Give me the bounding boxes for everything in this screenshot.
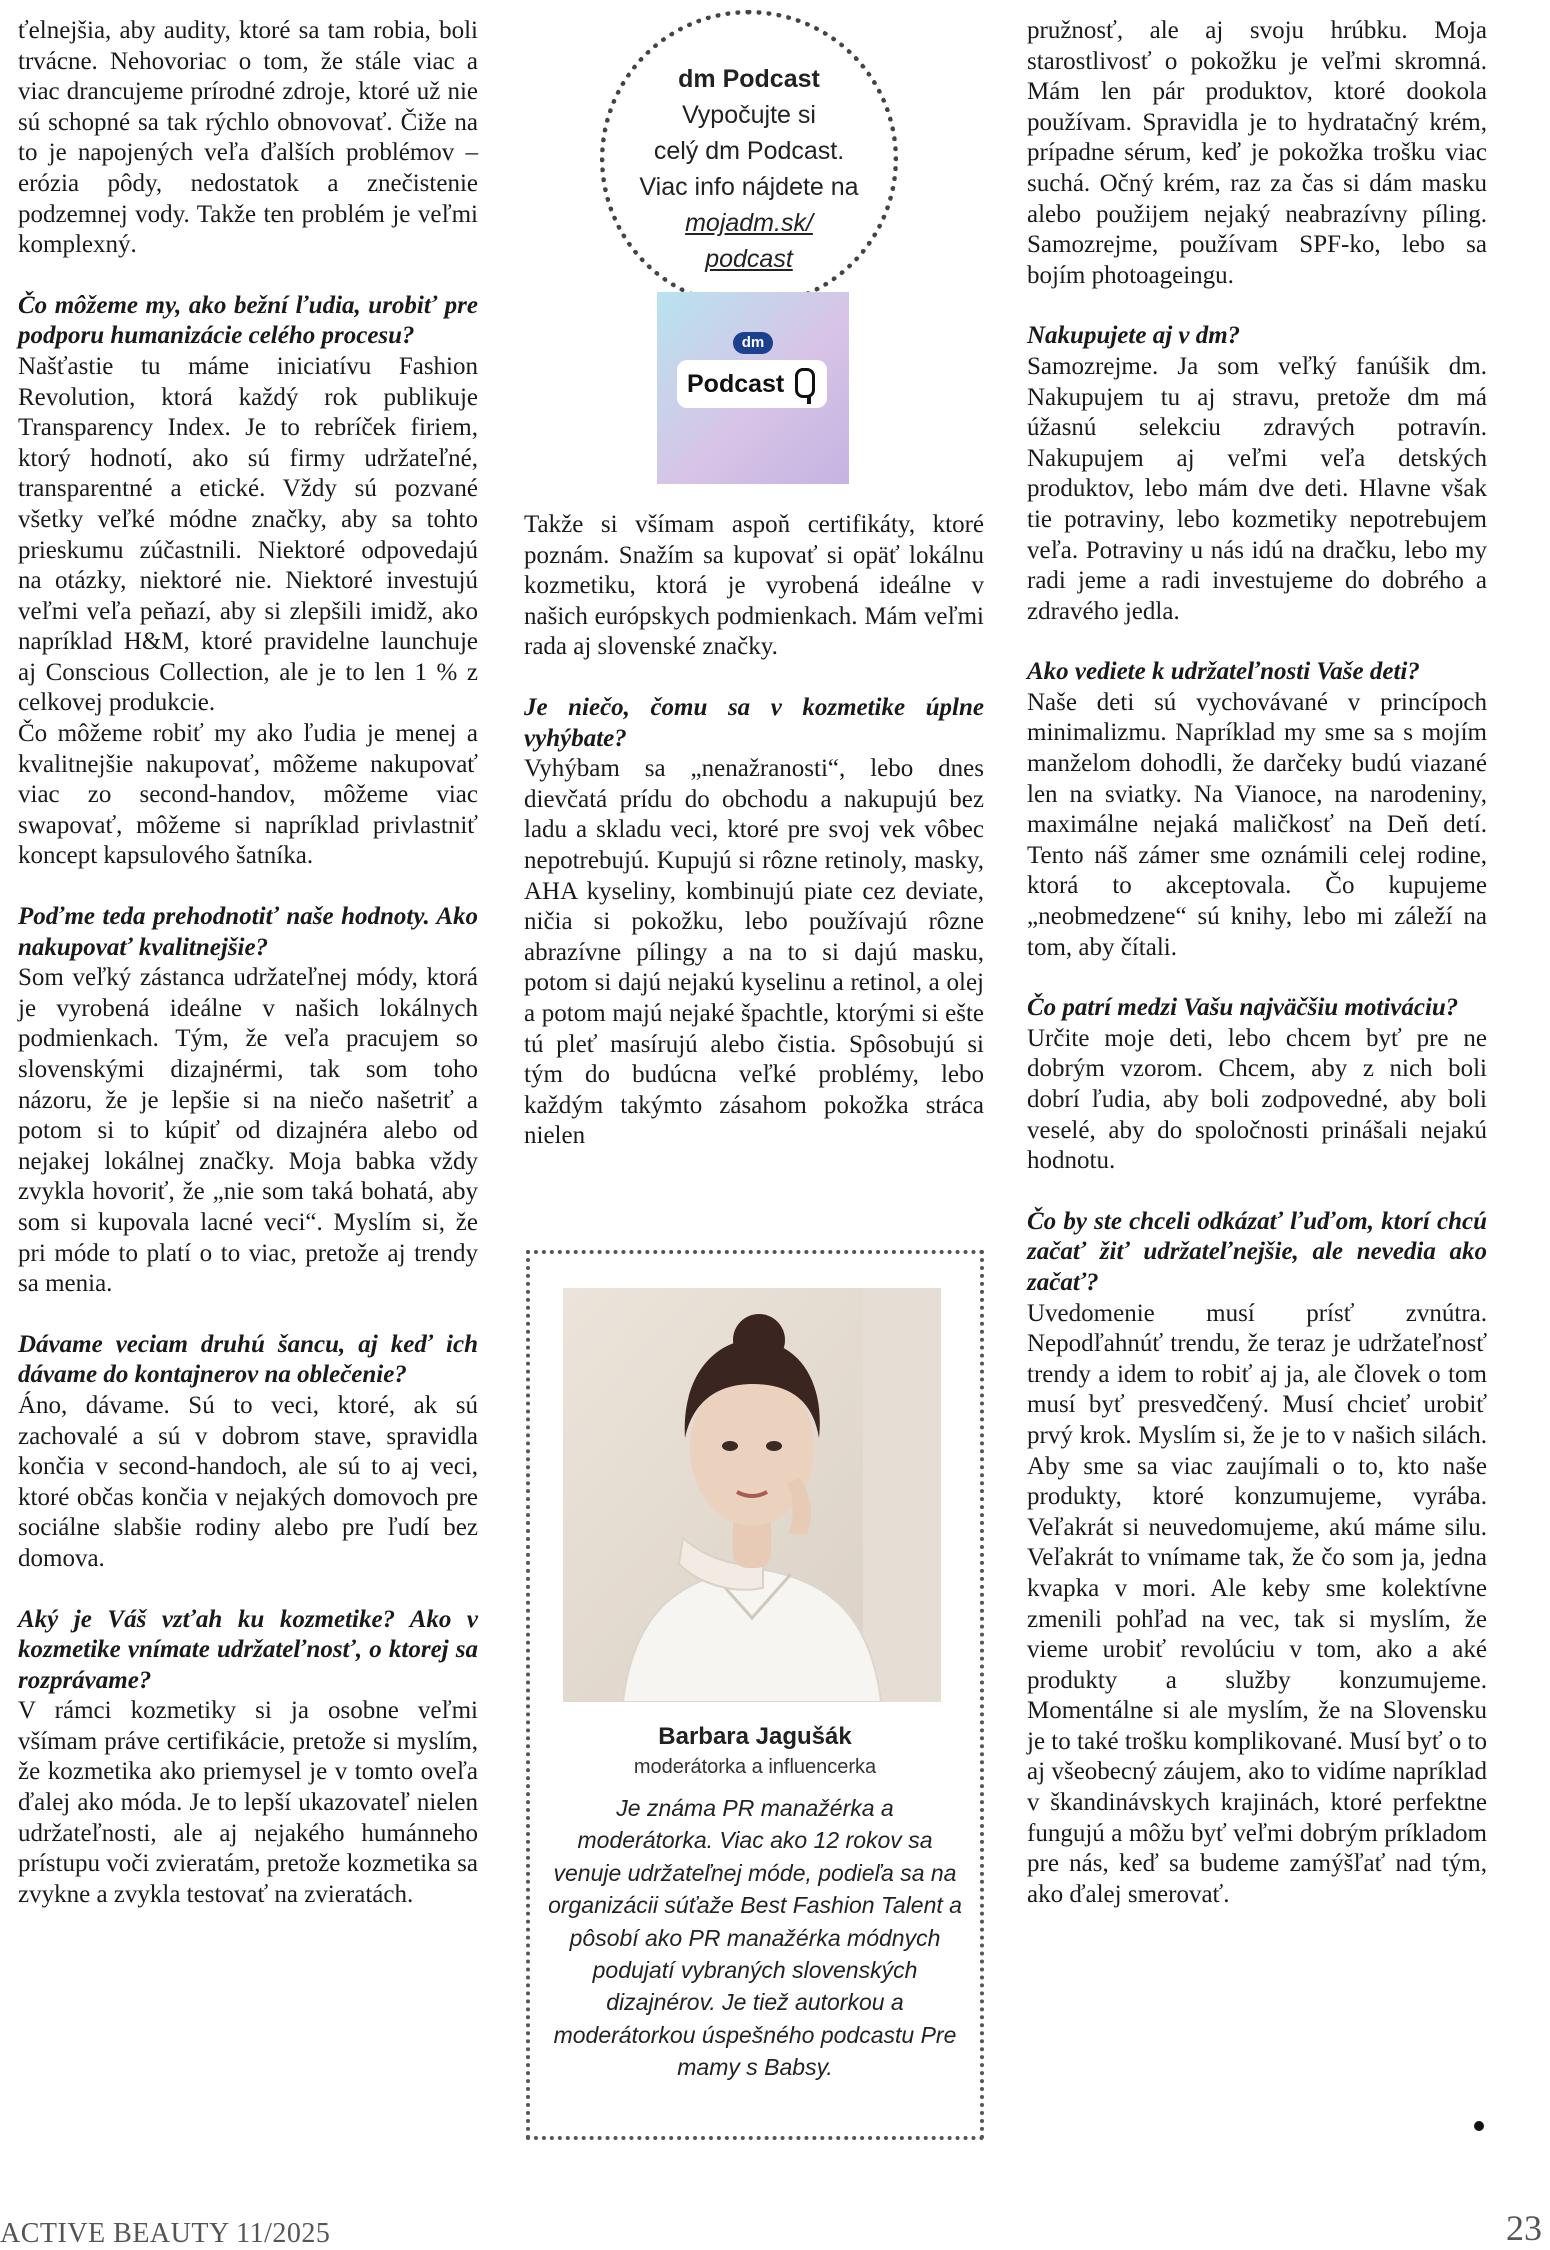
interview-paragraph: Vyhýbam sa „nenažranosti“, lebo dnes dievčatá prídu do obchodu a nakupujú bez ladu a skladu veci, ktoré pre svoj vek vôbec nepotrebujú. Kupujú si rôzne retinoly, masky, AHA kyseliny, kombinujú piate cez deviate, ničia si pokožku, lebo používajú rôzne abrazívne pílingy a na to si dajú masku, potom si dajú nejakú kyselinu a retinol, a olej a potom majú nejaké špachtle, ktorými si ešte tú pleť masírujú alebo čistia. Spôsobujú si tým do budúcna veľké problémy, lebo každým takýmto zásahom pokožka stráca nielen	[524, 755, 984, 1150]
interview-paragraph: Samozrejme. Ja som veľký fanúšik dm. Nakupujem tu aj stravu, pretože dm má úžasnú selekciu zdravých potravín. Nakupujem aj veľmi veľa detských produktov, lebo mám dve deti. Hlavne však tie potraviny, lebo kozmetiky nepotrebujem veľa. Potraviny u nás idú na dračku, lebo my radi jeme a radi investujeme do dobrého a zdravého jedla.	[1027, 352, 1487, 625]
interview-question: Nakupujete aj v dm?	[1027, 322, 1241, 350]
interview-paragraph: V rámci kozmetiky si ja osobne veľmi všímam práve certifikácie, pretože si myslím, že kozmetika ako priemysel je v tomto oveľa ďalej ako móda. Je to lepší ukazovateľ nielen udržateľnosti, ale aj nejakého humánneho prístupu voči zvieratám, pretože kozmetika sa zvykne a zvykla testovať na zvieratách.	[18, 1697, 478, 1908]
podcast-info-circle	[600, 10, 898, 308]
article-column-1	[18, 16, 478, 1910]
podcast-line-3: Viac info nájdete na	[639, 173, 859, 201]
podcast-link-part-1[interactable]: mojadm.sk/	[685, 209, 813, 237]
profile-name: Barbara Jagušák	[658, 1723, 852, 1750]
interview-paragraph: Čo môžeme robiť my ako ľudia je menej a kvalitnejšie nakupovať, môžeme nakupovať viac zo second-handov, môžeme viac swapovať, môžeme si napríklad privlastniť koncept kapsulového šatníka.	[18, 720, 478, 870]
podcast-logo-label-box	[677, 360, 827, 408]
interview-question: Ako vediete k udržateľnosti Vaše deti?	[1027, 658, 1420, 686]
interview-paragraph: Naše deti sú vychovávané v princípoch minimalizmu. Napríklad my sme sa s mojím manželom dohodli, že darčeky budú viazané len na sviatky. Na Vianoce, na narodeniny, maximálne nejaká maličkosť na Deň detí. Tento náš zámer sme oznámili celej rodine, ktorá to akceptovala. Čo kupujeme „neobmedzene“ sú knihy, lebo mi záleží na tom, aby čítali.	[1027, 688, 1487, 961]
article-column-2	[524, 510, 984, 1152]
interview-paragraph: ťelnejšia, aby audity, ktoré sa tam robia, boli trvácne. Nehovoriac o tom, že stále viac a viac drancujeme prírodné zdroje, ktoré už nie sú schopné sa tak rýchlo obnovovať. Čiže na to je napojených veľa ďalších problémov – erózia pôdy, nedostatok a znečistenie podzemnej vody. Takže ten problém je veľmi komplexný.	[18, 17, 478, 259]
interview-question: Poďme teda prehodnotiť naše hodnoty. Ako nakupovať kvalitnejšie?	[18, 903, 478, 961]
podcast-logo-label: Podcast	[687, 370, 785, 398]
dm-brand-mark: dm	[733, 332, 773, 354]
page-number: 23	[1506, 2208, 1542, 2248]
interview-question: Aký je Váš vzťah ku kozmetike? Ako v kozmetike vnímate udržateľnosť, o ktorej sa rozprávame?	[18, 1605, 478, 1694]
microphone-icon	[795, 368, 815, 398]
left-eye	[722, 1441, 738, 1451]
dm-podcast-logo	[657, 292, 849, 484]
interview-paragraph: pružnosť, ale aj svoju hrúbku. Moja starostlivosť o pokožku je veľmi skromná. Mám len pár produktov, ktoré dookola používam. Spravidla je to hydratačný krém, prípadne sérum, keď je pokožka trošku viac suchá. Očný krém, raz za čas si dám masku alebo použijem nejaký neabrazívny píling. Samozrejme, používam SPF-ko, lebo sa bojím photoageingu.	[1027, 17, 1487, 289]
interview-paragraph: Našťastie tu máme iniciatívu Fashion Revolution, ktorá každý rok publikuje Transparency Index. Je to rebríček firiem, ktorý hodnotí, ako sú firmy udržateľné, transparentné a etické. Vždy sú pozvané všetky veľké módne značky, aby sa tohto prieskumu zúčastnili. Niektoré odpovedajú na otázky, niektoré nie. Niektoré investujú veľmi veľa peňazí, aby si zlepšili imidž, ako napríklad H&M, ktoré pravidelne launchuje aj Conscious Collection, ale je to len 1 % z celkovej produkcie.	[18, 352, 478, 717]
profile-role: moderátorka a influencerka	[633, 1756, 877, 1778]
interview-question: Čo patrí medzi Vašu najväčšiu motiváciu?	[1027, 994, 1459, 1022]
profile-bio: Je známa PR manažérka a moderátorka. Viac ako 12 rokov sa venuje udržateľnej móde, podieľa sa na organizácii súťaže Best Fashion Talent a pôsobí ako PR manažérka módnych podujatí vybraných slovenských dizajnérov. Je tiež autorkou a moderátorkou úspešného podcastu Pre mamy s Babsy.	[548, 1795, 962, 2081]
article-column-3	[1027, 16, 1487, 1910]
interview-question: Čo by ste chceli odkázať ľuďom, ktorí chcú začať žiť udržateľnejšie, ale nevedia ako začať?	[1027, 1207, 1487, 1296]
magazine-footer: ACTIVE BEAUTY 11/2025	[0, 2218, 331, 2249]
interview-question: Dávame veciam druhú šancu, aj keď ich dávame do kontajnerov na oblečenie?	[18, 1330, 478, 1389]
interview-paragraph: Takže si všímam aspoň certifikáty, ktoré poznám. Snažím sa kupovať si opäť lokálnu kozmetiku, ktorá je vyrobená ideálne v našich európskych podmienkach. Mám veľmi rada aj slovenské značky.	[524, 511, 984, 661]
interview-question: Čo môžeme my, ako bežní ľudia, urobiť pre podporu humanizácie celého procesu?	[18, 291, 478, 350]
interview-paragraph: Áno, dávame. Sú to veci, ktoré, ak sú zachovalé a sú v dobrom stave, spravidla končia v second-handoch, ale sú to aj veci, ktoré občas končia v nejakých domovoch pre sociálne slabšie rodiny alebo pre ľudí bez domova.	[18, 1391, 478, 1572]
podcast-line-2: celý dm Podcast.	[653, 137, 845, 165]
portrait-photo	[563, 1288, 941, 1702]
interview-paragraph: Som veľký zástanca udržateľnej módy, ktorá je vyrobená ideálne v našich lokálnych podmienkach. Tým, že veľa pracujem so slovenskými dizajnérmi, tak som toho názoru, že je lepšie si na niečo našetriť a potom si to kúpiť od dizajnéra alebo od nejakej lokálnej značky. Moja babka vždy zvykla hovoriť, že „nie som taká bohatá, aby som si kupovala lacné veci“. Myslím si, že pri móde to platí o to viac, pretože aj trendy sa menia.	[18, 964, 478, 1298]
right-eye	[766, 1441, 782, 1451]
article-end-mark	[1474, 2121, 1484, 2131]
interview-paragraph: Určite moje deti, lebo chcem byť pre ne dobrým vzorom. Chcem, aby z nich boli dobrí ľudia, aby boli zodpovedné, aby boli veselé, aby do spoločnosti prinášali nejakú hodnotu.	[1027, 1024, 1487, 1175]
hair-bun	[733, 1314, 785, 1366]
podcast-title: dm Podcast	[678, 65, 820, 93]
photo-wall-panel	[863, 1288, 941, 1702]
podcast-line-1: Vypočujte si	[682, 101, 816, 129]
interview-question: Je niečo, čomu sa v kozmetike úplne vyhýbate?	[524, 693, 984, 752]
microphone-stand-icon	[807, 396, 811, 404]
podcast-link-part-2[interactable]: podcast	[705, 245, 793, 273]
interview-paragraph: Uvedomenie musí prísť zvnútra. Nepodľahnúť trendu, že teraz je udržateľnosť trendy a idem to robiť aj ja, ale človek o tom musí byť presvedčený. Musí chcieť urobiť prvý krok. Myslím si, že je to v našich silách. Aby sme sa viac zaujímali o to, kto naše produkty, ktoré konzumujeme, vyrába. Veľakrát si neuvedomujeme, akú máme silu. Veľakrát to vnímame tak, že čo som ja, jedna kvapka v mori. Ale keby sme kolektívne zmenili pohľad na vec, tak si myslím, že vieme urobiť revolúciu v tom, ako a aké produkty a služby konzumujeme. Momentálne si ale myslím, že na Slovensku je to také trošku komplikované. Musí byť o to aj všeobecný záujem, ako to vidíme napríklad v škandinávskych krajinách, ktoré perfektne fungujú a môžu byť veľmi dobrým príkladom pre nás, keď sa budeme zamýšľať nad tým, ako ďalej smerovať.	[1027, 1299, 1487, 1908]
